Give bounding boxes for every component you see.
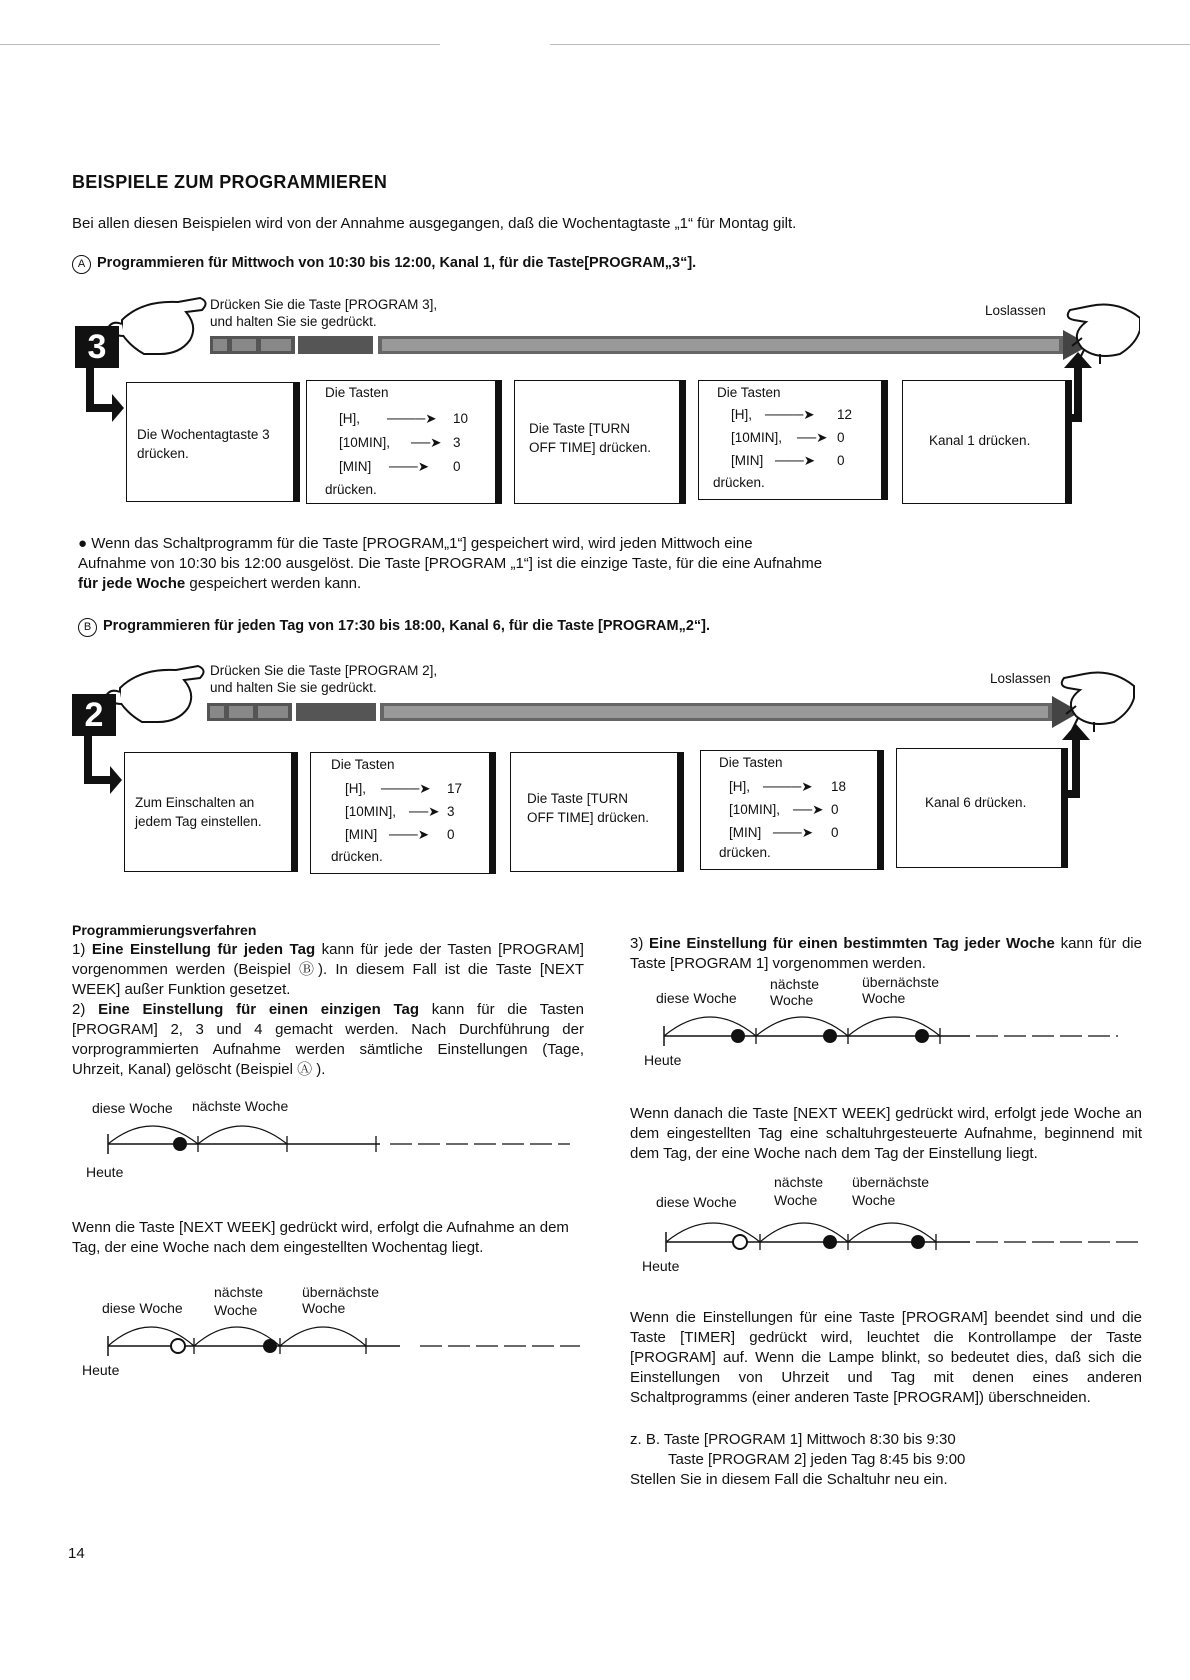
- step-footer: drücken.: [713, 475, 765, 490]
- timeline-label: nächste: [774, 1174, 824, 1190]
- step-text: drücken.: [137, 446, 189, 461]
- pressing-hand-icon: [108, 298, 206, 354]
- section-b-title-text: Programmieren für jeden Tag von 17:30 bis 18:00, Kanal 6, für die Taste [PROGRAM„2“].: [103, 618, 711, 634]
- timeline-label: nächste: [770, 976, 820, 992]
- key-label: [10MIN],: [345, 804, 397, 819]
- intro-text: Bei allen diesen Beispielen wird von der Annahme ausgegangen, daß die Wochentagtaste „1“ für Montag gilt.: [72, 215, 797, 232]
- timeline-today-label: Heute: [82, 1362, 120, 1378]
- section-a-title: [72, 255, 696, 274]
- next-week-text: Wenn die Taste [NEXT WEEK] gedrückt wird, erfolgt die Aufnahme an dem Tag, der eine Woche nach dem eingestellten Wochentag liegt.: [72, 1219, 569, 1256]
- timeline-label: diese Woche: [102, 1300, 183, 1316]
- page-number: 14: [68, 1545, 85, 1562]
- key-row: [H], ────➤ 10: [339, 407, 479, 431]
- note-a: [78, 534, 1118, 594]
- key-row: [MIN] ───➤ 0: [339, 455, 479, 479]
- step-box: [510, 752, 678, 872]
- end-arrow-icon: [1062, 352, 1092, 422]
- release-label: Loslassen: [985, 303, 1046, 318]
- step-box: [310, 752, 490, 874]
- hold-bar: [210, 330, 1090, 360]
- procedure-item-2: [72, 1000, 584, 1080]
- press-line-1: Drücken Sie die Taste [PROGRAM 3],: [210, 297, 438, 312]
- key-label: [H],: [729, 779, 751, 794]
- key-value: 0: [831, 825, 839, 840]
- step-footer: drücken.: [325, 482, 377, 497]
- key-row: [H], ────➤ 12: [731, 403, 871, 426]
- key-value: 0: [831, 802, 839, 817]
- item-text: kann für jede der Tasten [PROGRAM] vorgenommen werden (Beispiel Ⓑ). In diesem Fall ist die Taste [NEXT WEEK] außer Funktion gesetzet.: [72, 941, 584, 998]
- step-header: Die Tasten: [719, 755, 783, 770]
- timeline-label: übernächste: [862, 974, 940, 990]
- key-value: 17: [447, 781, 463, 796]
- scan-rule: [550, 44, 1190, 45]
- step-box: [124, 752, 292, 872]
- set-day-hollow-dot: [733, 1235, 747, 1249]
- timeline-label: Woche: [770, 992, 814, 1008]
- step-box: [896, 748, 1062, 868]
- timeline-label: übernächste: [302, 1284, 380, 1300]
- timeline-label: diese Woche: [92, 1100, 173, 1116]
- timeline-label: Woche: [214, 1302, 258, 1318]
- step-text: OFF TIME] drücken.: [527, 810, 650, 825]
- timeline-label: Woche: [852, 1192, 896, 1208]
- key-row: [MIN] ───➤ 0: [731, 449, 871, 472]
- timeline-today-label: Heute: [644, 1052, 682, 1068]
- item-number: 3): [630, 935, 650, 952]
- timeline-label: nächste Woche: [192, 1098, 289, 1114]
- step-box: [700, 750, 878, 870]
- step-footer: drücken.: [331, 849, 383, 864]
- key-label: [MIN]: [731, 453, 764, 468]
- note-line: [78, 574, 1118, 594]
- note-bold: für jede Woche: [78, 575, 186, 592]
- end-arrow-icon: [1058, 724, 1090, 798]
- note-line: Aufnahme von 10:30 bis 12:00 ausgelöst. Die Taste [PROGRAM „1“] ist die einzige Taste, für die eine Aufnahme: [78, 555, 823, 572]
- recording-day-dot: [731, 1029, 745, 1043]
- timeline-diagram: [80, 1114, 580, 1164]
- timeline-label: diese Woche: [656, 990, 737, 1006]
- recording-day-dot: [823, 1029, 837, 1043]
- timeline-label: diese Woche: [656, 1194, 737, 1210]
- key-value: 0: [453, 459, 461, 474]
- set-day-hollow-dot: [171, 1339, 185, 1353]
- step-header: Die Tasten: [325, 385, 389, 400]
- timeline-label: Woche: [774, 1192, 818, 1208]
- step-text: Die Taste [TURN: [527, 791, 629, 806]
- key-label: [H],: [345, 781, 367, 796]
- timeline-label: übernächste: [852, 1174, 930, 1190]
- key-value: 0: [447, 827, 455, 842]
- recording-day-dot: [911, 1235, 925, 1249]
- step-box: [902, 380, 1066, 504]
- key-value: 0: [837, 430, 845, 445]
- step-header: Die Tasten: [717, 385, 781, 400]
- example-line: z. B. Taste [PROGRAM 1] Mittwoch 8:30 bis 9:30: [630, 1431, 956, 1448]
- week-arc: [280, 1327, 366, 1346]
- procedure-item-3: [630, 934, 1142, 974]
- procedure-item-1: [72, 940, 584, 1000]
- timeline-label: Woche: [302, 1300, 346, 1316]
- pressing-hand-icon: [106, 666, 204, 722]
- example-line: Stellen Sie in diesem Fall die Schaltuhr neu ein.: [630, 1471, 948, 1488]
- key-label: [MIN]: [339, 459, 372, 474]
- key-row: [10MIN], ──➤ 3: [339, 431, 479, 455]
- timeline-diagram: [640, 1004, 1140, 1054]
- press-line-2: und halten Sie sie gedrückt.: [210, 680, 377, 695]
- key-row: [10MIN], ──➤ 0: [731, 426, 871, 449]
- step-box: [306, 380, 496, 504]
- release-label: Loslassen: [990, 671, 1051, 686]
- key-row: [MIN] ───➤ 0: [729, 821, 869, 844]
- key-value: 3: [453, 435, 461, 450]
- timeline-today-label: Heute: [86, 1164, 124, 1180]
- left-column-text: [72, 920, 584, 1080]
- step-header: Die Tasten: [331, 757, 395, 772]
- key-value: 12: [837, 407, 853, 422]
- note-rest: gespeichert werden kann.: [185, 575, 362, 592]
- key-row: [MIN] ───➤ 0: [345, 823, 485, 846]
- item-text: kann für die Tasten [PROGRAM] 2, 3 und 4 gemacht werden. Nach Durchführung der vorprogrammierten Aufnahme werden sämtliche Einstellungen (Tage, Uhrzeit, Kanal) gelöscht (Beispiel Ⓐ ).: [72, 1001, 584, 1078]
- step-text: Kanal 1 drücken.: [929, 433, 1031, 448]
- timeline-label: nächste: [214, 1284, 264, 1300]
- hold-bar: [207, 696, 1080, 728]
- program-key-3: 3: [75, 326, 119, 368]
- timeline-label: Woche: [862, 990, 906, 1006]
- press-instruction: [210, 296, 437, 330]
- release-hand-icon: [1062, 673, 1134, 733]
- key-label: [10MIN],: [731, 430, 783, 445]
- recording-day-dot: [263, 1339, 277, 1353]
- press-line-2: und halten Sie sie gedrückt.: [210, 314, 377, 329]
- marker-b: B: [78, 618, 97, 637]
- key-value: 0: [837, 453, 845, 468]
- weekly-recording-text: Wenn danach die Taste [NEXT WEEK] gedrückt wird, erfolgt jede Woche an dem eingestellten Tag eine schaltuhrgesteuerte Aufnahme, beginnend mit dem Tag, der eine Woche nach dem Tag der Einstellung liegt.: [630, 1105, 1142, 1162]
- step-text: jedem Tag einstellen.: [135, 814, 262, 829]
- step-text: Kanal 6 drücken.: [925, 795, 1027, 810]
- step-text: Zum Einschalten an: [135, 795, 255, 810]
- key-value: 3: [447, 804, 455, 819]
- key-value: 18: [831, 779, 847, 794]
- scan-rule: [0, 44, 440, 45]
- item-bold: Eine Einstellung für einen bestimmten Tag jeder Woche: [649, 935, 1055, 952]
- item-number: 2): [72, 1001, 99, 1018]
- week-arc: [198, 1126, 287, 1144]
- key-row: [H], ────➤ 18: [729, 775, 869, 798]
- item-text: kann für die Taste [PROGRAM 1] vorgenommen werden.: [630, 935, 1142, 972]
- step-box: [698, 380, 882, 500]
- program-key-2: 2: [72, 694, 116, 736]
- key-label: [H],: [339, 411, 361, 426]
- key-label: [MIN]: [729, 825, 762, 840]
- step-text: Die Wochentagtaste 3: [137, 427, 270, 442]
- step-text: Die Taste [TURN: [529, 421, 631, 436]
- step-footer: drücken.: [719, 845, 771, 860]
- key-value: 10: [453, 411, 469, 426]
- recording-day-dot: [915, 1029, 929, 1043]
- key-row: [10MIN], ──➤ 0: [729, 798, 869, 821]
- key-label: [H],: [731, 407, 753, 422]
- timeline-today-label: Heute: [642, 1258, 680, 1274]
- press-line-1: Drücken Sie die Taste [PROGRAM 2],: [210, 663, 438, 678]
- page-title: BEISPIELE ZUM PROGRAMMIEREN: [72, 172, 388, 192]
- overlap-warning-text: Wenn die Einstellungen für eine Taste [PROGRAM] beendet sind und die Taste [TIMER] gedrückt wird, leuchtet die Kontrollampe der Taste [PROGRAM] auf. Wenn die Lampe blinkt, so bedeutet dies, daß sich die Einstellungen von Uhrzeit und Tag mit denen eines anderen Schaltprogramms (einer anderen Taste [PROGRAM]) überschneiden.: [630, 1309, 1142, 1406]
- step-box: [126, 382, 294, 502]
- step-box: [514, 380, 680, 504]
- item-bold: Eine Einstellung für einen einzigen Tag: [98, 1001, 420, 1018]
- key-row: [H], ────➤ 17: [345, 777, 485, 800]
- note-line: ● Wenn das Schaltprogramm für die Taste [PROGRAM„1“] gespeichert wird, wird jeden Mittwoch eine: [78, 535, 753, 552]
- marker-a: A: [72, 255, 91, 274]
- item-bold: Eine Einstellung für jeden Tag: [91, 941, 316, 958]
- key-label: [10MIN],: [729, 802, 781, 817]
- procedure-subheading: Programmierungsverfahren: [72, 922, 257, 938]
- section-a-title-text: Programmieren für Mittwoch von 10:30 bis 12:00, Kanal 1, für die Taste[PROGRAM„3“].: [97, 255, 697, 271]
- example-line: Taste [PROGRAM 2] jeden Tag 8:45 bis 9:00: [668, 1451, 966, 1468]
- key-label: [MIN]: [345, 827, 378, 842]
- recording-day-dot: [823, 1235, 837, 1249]
- key-row: [10MIN], ──➤ 3: [345, 800, 485, 823]
- timeline-diagram: [640, 1210, 1140, 1260]
- press-instruction: [210, 662, 437, 696]
- step-text: OFF TIME] drücken.: [529, 440, 652, 455]
- timeline-diagram: [80, 1314, 580, 1364]
- key-label: [10MIN],: [339, 435, 391, 450]
- section-b-title: [78, 618, 710, 637]
- recording-day-dot: [173, 1137, 187, 1151]
- item-number: 1): [72, 941, 92, 958]
